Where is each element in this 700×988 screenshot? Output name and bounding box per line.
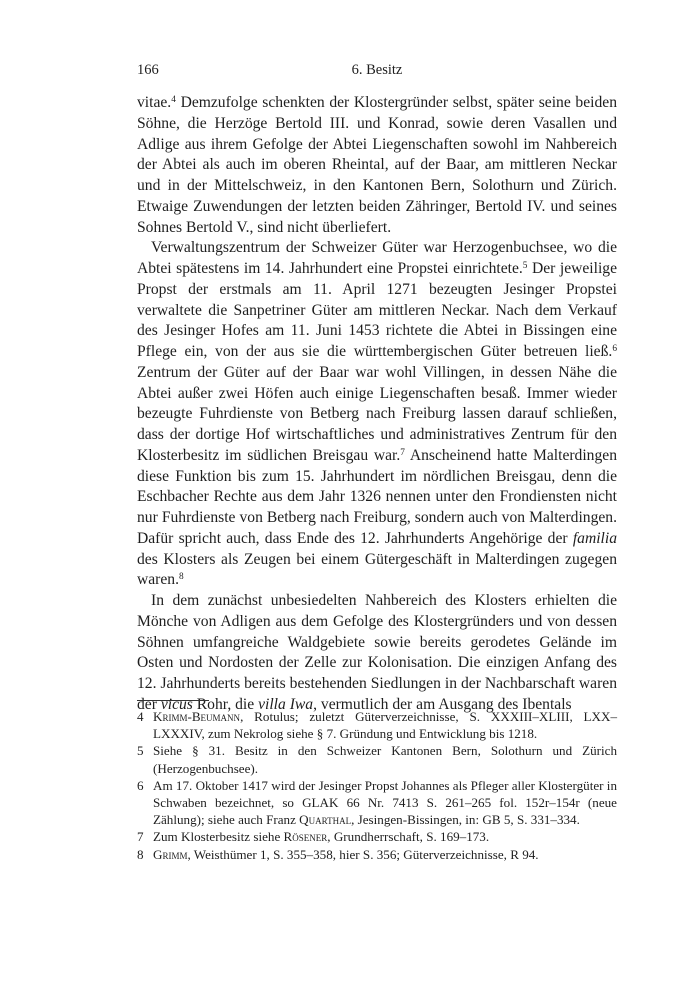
paragraph — [137, 238, 617, 591]
italic-term: villa Iwa — [258, 695, 314, 713]
text-run: , Weisthümer 1, S. 355–358, hier S. 356; Güterverzeichnisse, R 94. — [187, 846, 539, 862]
footnote-ref: 4 — [171, 94, 176, 105]
paragraph — [137, 591, 617, 716]
footnote-number: 6 — [137, 777, 144, 793]
footnote-number: 5 — [137, 743, 144, 759]
text-run: Zentrum der Güter auf der Baar war wohl Villingen, in dessen Nähe die Abtei außer zwei Höfen auch einige Liegenschaften besaß. Immer wieder bezeugte Fuhrdienste von Betberg nach Freiburg lassen darauf schließen, dass der dortige Hof wirtschaftliches und administratives Zentrum für den Klosterbesitz im südlichen Breisgau war. — [137, 363, 617, 464]
author-name: Krimm-Beumann — [153, 709, 241, 724]
text-run: , Rotulus; zuletzt Güterverzeichnisse, S. XXXIII–XLIII, LXX–LXXXIV, zum Nekrolog siehe § 7. Gründung und Entwicklung bis 1218. — [153, 709, 617, 742]
footnote — [137, 828, 617, 845]
footnote-ref: 8 — [179, 572, 184, 583]
text-run: Anscheinend hatte Malterdingen diese Funktion bis zum 15. Jahrhundert im nördlichen Breisgau, denn die Eschbacher Rechte aus dem Jahr 1326 nennen unter den Frondiensten nicht nur Fuhrdienste von Betberg nach Freiburg, sondern auch von Malterdingen. Dafür spricht auch, dass Ende des 12. Jahrhunderts Angehörige der — [137, 446, 617, 547]
text-run: , vermutlich der am Ausgang des Ibentals — [313, 695, 572, 713]
footnote-ref: 6 — [612, 343, 617, 354]
text-run: , Jesingen-Bissingen, in: GB 5, S. 331–334. — [351, 812, 580, 828]
footnote-number: 7 — [137, 829, 144, 845]
page-header — [137, 62, 617, 82]
footnote — [137, 742, 617, 776]
text-run: des Klosters als Zeugen bei einem Gütergeschäft in Malterdingen zugegen waren. — [137, 550, 617, 589]
page-number: 166 — [137, 62, 159, 78]
author-name: Grimm — [153, 846, 188, 862]
footnote-separator — [137, 700, 209, 701]
text-run: Zum Klosterbesitz siehe — [153, 829, 284, 845]
footnotes — [137, 708, 617, 863]
text-run: vitae. — [137, 94, 172, 111]
text-run: Rohr, die — [192, 695, 259, 713]
text-run: Am 17. Oktober 1417 wird der Jesinger Propst Johannes als Pfleger aller Klostergüter in Schwaben bezeichnet, so GLAK 66 Nr. 7413 S. 261–265 fol. 152r–154r (neue Zählung); siehe auch Franz — [153, 777, 617, 828]
paragraph — [137, 93, 617, 238]
footnote — [137, 777, 617, 829]
running-head: 6. Besitz — [351, 62, 403, 78]
footnote — [137, 846, 617, 863]
italic-term: familia — [572, 529, 617, 547]
italic-term: vicus — [160, 695, 193, 713]
text-run: Demzufolge schenkten der Klostergründer selbst, später seine beiden Söhne, die Herzöge Bertold III. und Konrad, sowie deren Vasallen und Adlige aus ihrem Gefolge der Abtei Liegenschaften sowohl im Nahbereich der Abtei als auch im oberen Rheintal, auf der Baar, am mittleren Neckar und in der Mittelschweiz, in den Kantonen Bern, Solothurn und Zürich. Etwaige Zuwendungen der letzten beiden Zähringer, Bertold IV. und seines Sohnes Bertold V., sind nicht überliefert. — [137, 94, 617, 236]
body-text — [137, 93, 617, 716]
text-run: Der jeweilige Propst der erstmals am 11. April 1271 bezeugten Jesinger Propstei verwaltete die Sanpetriner Güter am mittleren Neckar. Nach dem Verkauf des Jesinger Hofes am 11. Juni 1453 richtete die Abtei in Bissingen eine Pflege ein, von der aus sie die württembergischen Güter betreuen ließ. — [137, 260, 618, 360]
author-name: Quarthal — [299, 812, 352, 828]
footnote-ref: 7 — [400, 447, 405, 458]
text-run: , Grundherrschaft, S. 169–173. — [327, 829, 490, 845]
footnote-number: 8 — [137, 846, 144, 862]
footnote-number: 4 — [137, 709, 144, 724]
footnote — [137, 708, 617, 742]
author-name: Rösener — [283, 829, 328, 845]
text-run: Verwaltungszentrum der Schweizer Güter war Herzogenbuchsee, wo die Abtei spätestens im 14. Jahrhundert eine Propstei einrichtete. — [137, 239, 617, 277]
text-run: Siehe § 31. Besitz in den Schweizer Kantonen Bern, Solothurn und Zürich (Herzogenbuchsee). — [153, 743, 617, 776]
text-run: In dem zunächst unbesiedelten Nahbereich des Klosters erhielten die Mönche von Adligen aus dem Gefolge des Klostergründers und von dessen Söhnen umfangreiche Waldgebiete sowie bereits gerodetes Gelände im Osten und Nordosten der Zelle zur Kolonisation. Die einzigen Anfang des 12. Jahrhunderts bereits bestehenden Siedlungen in der Nachbarschaft waren der — [137, 592, 617, 713]
footnote-ref: 5 — [522, 260, 528, 271]
